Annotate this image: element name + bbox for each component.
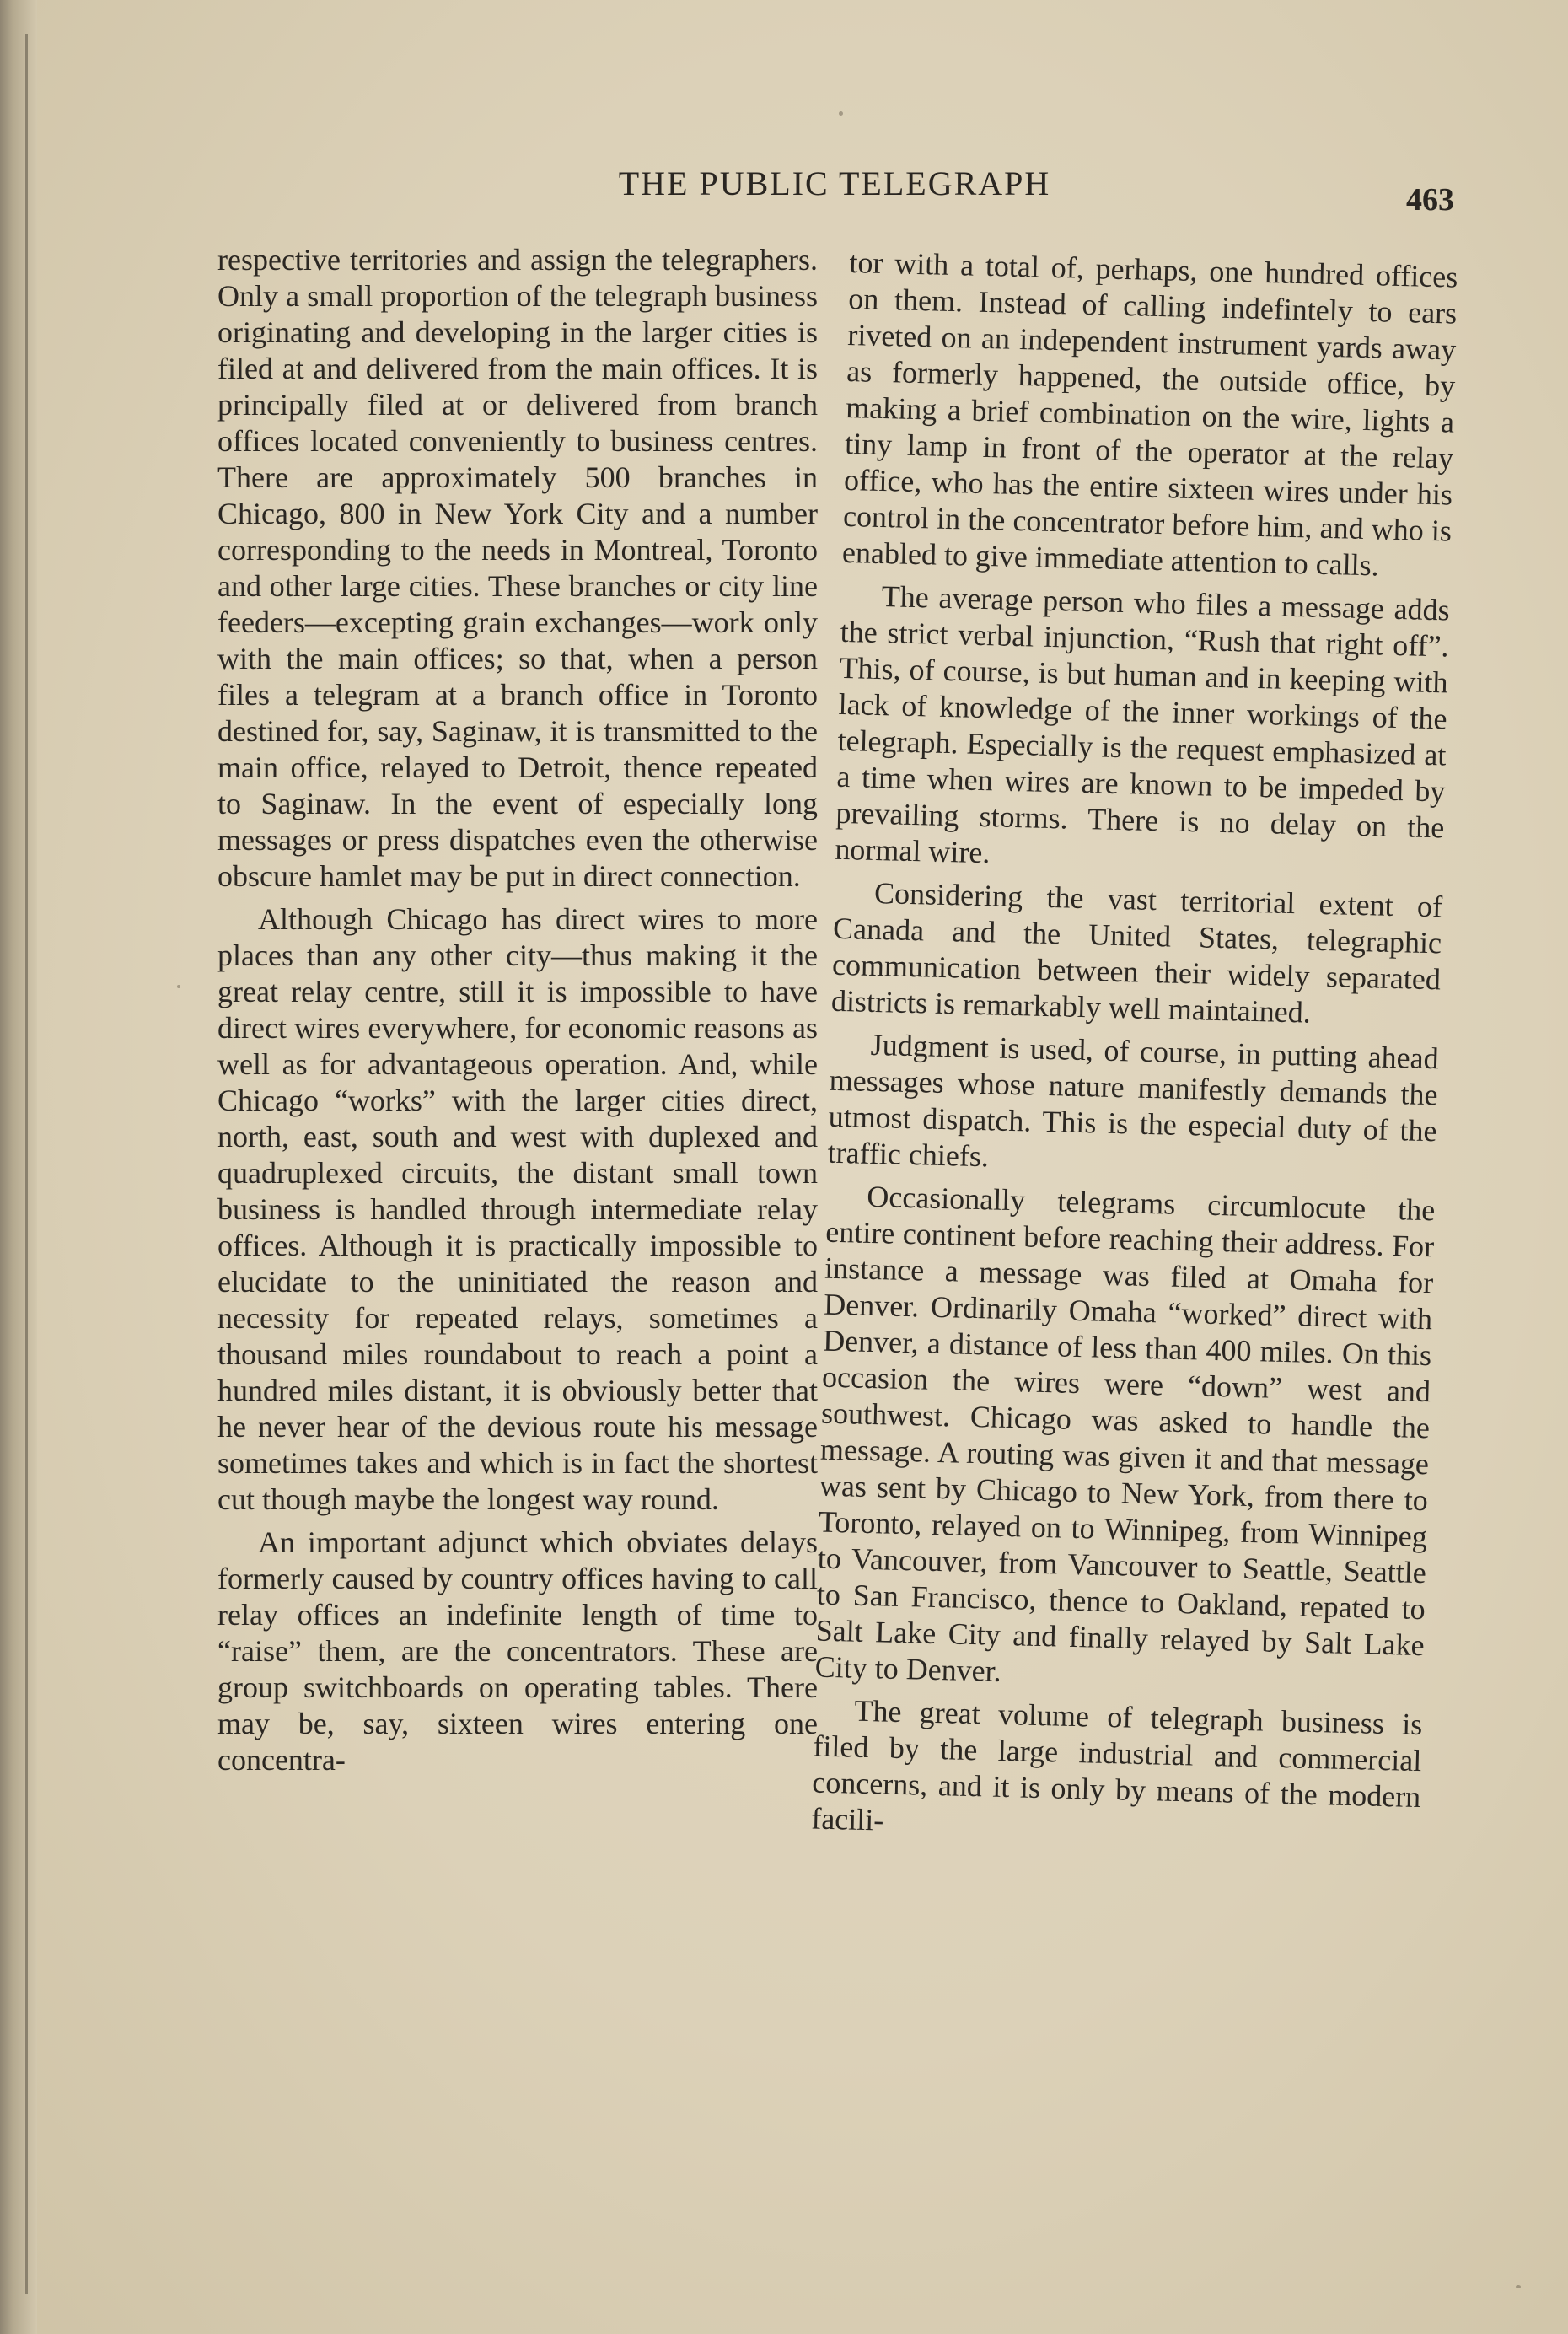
book-spine-shadow [0, 0, 37, 2334]
paragraph: tor with a total of, perhaps, one hundred offices on them. Instead of calling indefintely to ears riveted on an independent instrument yards away as formerly happened, the outside office, by making a brief combination on the wire, lights a tiny lamp in front of the operator at the relay office, who has the entire sixteen wires under his control in the concentrator before him, and who is enabled to give immediate attention to calls. [841, 245, 1458, 583]
paper-speck [177, 985, 180, 988]
left-text-column [217, 242, 818, 1785]
paragraph: respective territories and assign the telegraphers. Only a small proportion of the telegraph business originating and developing in the larger cities is filed at and delivered from the main offices. It is principally filed at or delivered from branch offices located conveniently to business centres. There are approximately 500 branches in Chicago, 800 in New York City and a number corresponding to the needs in Montreal, Toronto and other large cities. These branches or city line feeders—excepting grain exchanges—work only with the main offices; so that, when a person files a telegram at a branch office in Toronto destined for, say, Saginaw, it is transmitted to the main office, relayed to Detroit, thence repeated to Saginaw. In the event of especially long messages or press dispatches even the otherwise obscure hamlet may be put in direct connection. [217, 243, 818, 893]
paragraph: Although Chicago has direct wires to more places than any other city—thus making it the great relay centre, still it is impossible to have direct wires everywhere, for economic reasons as well as for advantageous operation. And, while Chicago “works” with the larger cities direct, north, east, south and west with duplexed and quadruplexed circuits, the distant small town business is handled through intermediate relay offices. Although it is practically impossible to elucidate to the uninitiated the reason and necessity for repeated relays, sometimes a thousand miles roundabout to reach a point a hundred miles distant, it is obviously better that he never hear of the devious route his message sometimes takes and which is in fact the shortest cut though maybe the longest way round. [217, 902, 818, 1516]
paragraph: Considering the vast territorial extent of Canada and the United States, telegraphic communication between their widely separated districts is remarkably well maintained. [830, 875, 1443, 1030]
paragraph: Judgment is used, of course, in putting ahead messages whose nature manifestly demands the utmost dispatch. This is the especial duty of the traffic chiefs. [827, 1027, 1440, 1174]
page-number: 463 [1406, 182, 1454, 218]
paragraph: Occasionally telegrams circumlocute the entire continent before reaching their address. For instance a message was filed at Omaha for Denver. Ordinarily Omaha “worked” direct with Denver, a distance of less than 400 miles. On this occasion the wires were “down” west and southwest. Chicago was asked to handle the message. A routing was given it and that message was sent by Chicago to New York, from there to Toronto, relayed on to Winnipeg, from Winnipeg to Vancouver, from Vancouver to Seattle, Seattle to San Francisco, thence to Oakland, repated to Salt Lake City and finally relayed by Salt Lake City to Denver. [814, 1179, 1436, 1688]
paragraph: The average person who files a message adds the strict verbal injunction, “Rush that right off”. This, of course, is but human and in keeping with lack of knowledge of the inner workings of the telegraph. Especially is the request emphasized at a time when wires are known to be impeded by prevailing storms. There is no delay on the normal wire. [834, 579, 1451, 870]
running-title: THE PUBLIC TELEGRAPH [618, 164, 1051, 202]
right-text-column [811, 245, 1458, 1858]
paper-speck [839, 111, 843, 116]
paper-speck [1516, 2285, 1521, 2288]
paragraph: An important adjunct which obviates delays formerly caused by country offices having to call relay offices an indefinite length of time to “raise” them, are the concentrators. These are group switchboards on operating tables. There may be, say, sixteen wires entering one concentra- [217, 1525, 818, 1777]
gutter-line [25, 34, 28, 2294]
paragraph: The great volume of telegraph business is filed by the large industrial and commercial concerns, and it is only by means of the modern facili- [810, 1693, 1423, 1837]
